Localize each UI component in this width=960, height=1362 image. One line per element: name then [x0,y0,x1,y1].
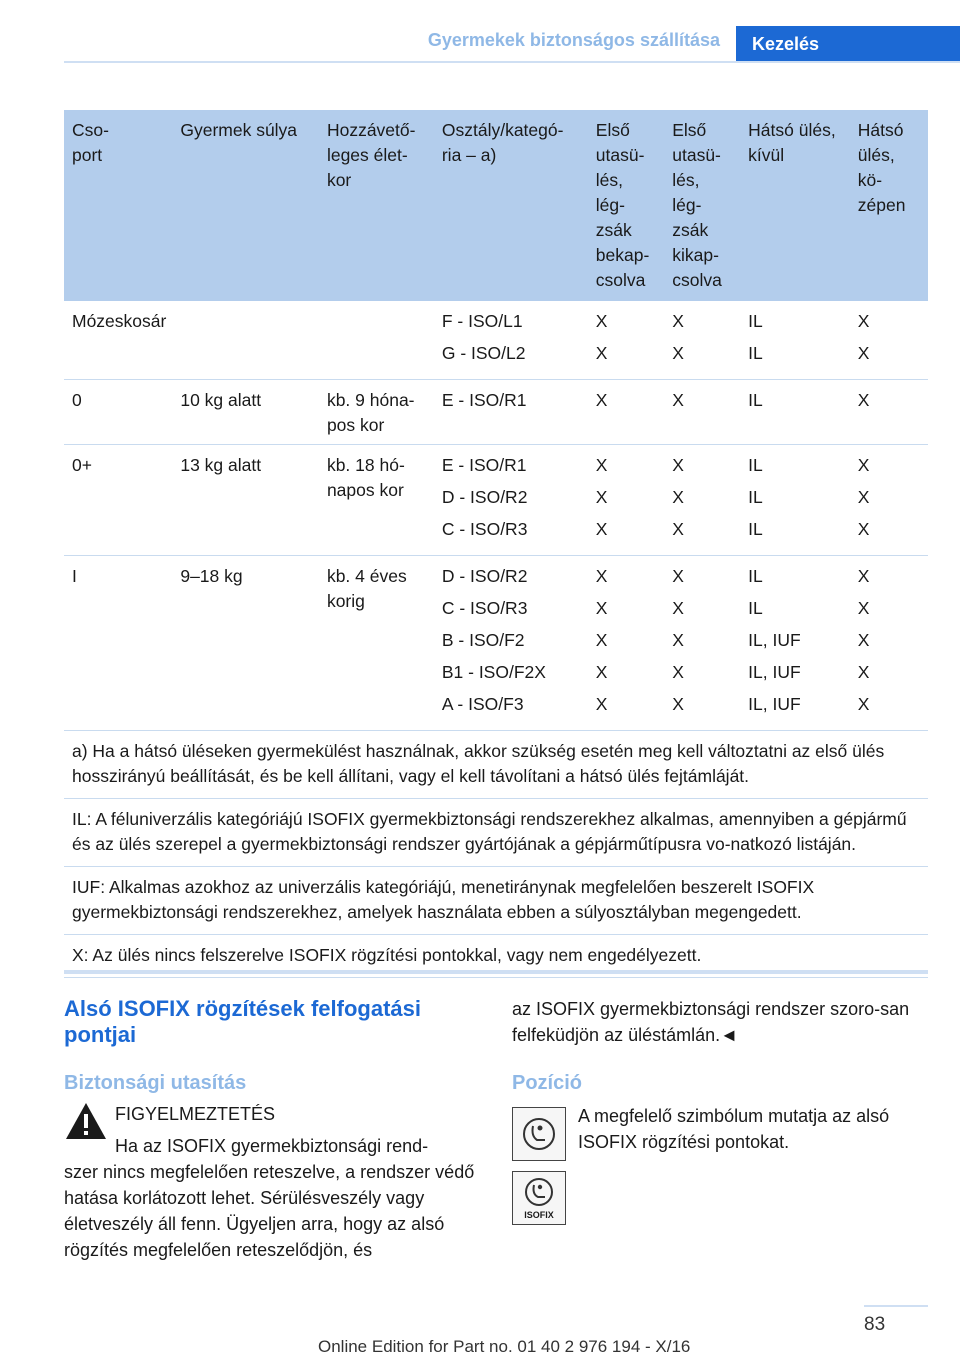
cell-value: X [672,630,684,650]
table-note: IL: A féluniverzális kategóriájú ISOFIX gyermekbiztonsági rendszerekhez alkalmas, amennyiben a gépjármű és az ülés szerepel a gyermekbiztonsági rendszer gyártójának a gépjárműtípusra vo-natkozó listáján. [64,799,928,867]
page-number: 83 [864,1314,886,1335]
cell-value: X [857,390,870,410]
table-row [64,556,928,731]
table-cell-age [319,301,434,380]
table-cell-rear-out [740,556,850,731]
table-cell-rear-mid [850,301,928,380]
cell-value: X [857,343,870,363]
position-subheading: Pozíció [512,1072,583,1094]
table-cell-classes [434,301,588,380]
cell-value: E - ISO/R1 [441,455,527,475]
table-cell-weight: 13 kg alatt [172,445,319,556]
cell-value: X [595,519,608,539]
cell-value: E - ISO/R1 [441,390,527,410]
table-cell-rear-mid [850,445,928,556]
cell-value: X [857,630,870,650]
table-cell-group: 0+ [64,445,172,556]
cell-value: IL [748,519,763,539]
table-note-row [64,799,928,867]
table-note-row [64,867,928,935]
cell-value: IL, IUF [748,694,801,714]
table-cell-rear-out [740,301,850,380]
cell-value: X [595,390,608,410]
position-text: A megfelelő szimbólum mutatja az alsó ISOFIX rögzítési pontokat. [578,1106,890,1152]
table-cell-front-off [664,380,740,445]
table-cell-weight: 9–18 kg [172,556,319,731]
table-cell-rear-out [740,380,850,445]
cell-value: C - ISO/R3 [441,519,528,539]
cell-value: X [595,694,608,714]
table-cell-front-on [588,445,664,556]
cell-value: D - ISO/R2 [441,566,528,586]
table-cell-front-on [588,556,664,731]
cell-value: IL, IUF [748,630,801,650]
cell-value: IL, IUF [748,662,801,682]
cell-value: X [857,487,870,507]
cell-value: X [672,598,684,618]
table-cell-rear-mid [850,556,928,731]
table-header-cell: Hátsó ülés, kö- zépen [850,110,928,301]
cell-value: IL [748,566,763,586]
warning-text: szer nincs megfelelően reteszelve, a rendszer védő hatása korlátozott lehet. Sérülésveszély vagy életveszély áll fenn. Ügyeljen arra, hogy az alsó rögzítés megfelelően reteszelődjön, és [64,1162,475,1260]
table-cell-weight: 10 kg alatt [172,380,319,445]
cell-value: D - ISO/R2 [441,487,528,507]
footer-rule [864,1305,928,1307]
table-cell-age: kb. 18 hó- napos kor [319,445,434,556]
cell-value: X [672,311,684,331]
cell-value: X [857,566,870,586]
table-cell-weight [172,301,319,380]
cell-value: X [672,566,684,586]
table-row [64,301,928,380]
table-note: X: Az ülés nincs felszerelve ISOFIX rögzítési pontokkal, vagy nem engedélyezett. [64,935,928,978]
warning-first-line: Ha az ISOFIX gyermekbiztonsági rend- [115,1136,429,1156]
table-cell-classes [434,445,588,556]
table-cell-front-on [588,380,664,445]
table-cell-rear-mid [850,380,928,445]
table-cell-front-off [664,445,740,556]
page-header [0,26,960,62]
warning-title: FIGYELMEZTETÉS [115,1104,276,1124]
cell-value: B1 - ISO/F2X [441,662,546,682]
warning-block [64,1101,476,1263]
table-note-row [64,731,928,799]
table-note: a) Ha a hátsó üléseken gyermekülést használnak, akkor szükség esetén meg kell változtatni az első ülés hosszirányú beállítását, és be kell állítani, vagy el kell távolítani a hátsó ülés fejtámláját. [64,731,928,799]
table-cell-group: I [64,556,172,731]
cell-value: X [595,343,608,363]
table-header-cell: Cso- port [64,110,172,301]
warning-continuation: az ISOFIX gyermekbiztonsági rendszer szoro-san felfeküdjön az üléstámlán.◄ [512,999,910,1045]
table-header-cell: Hozzávető- leges élet- kor [319,110,434,301]
cell-value: F - ISO/L1 [441,311,523,331]
cell-value: X [857,598,870,618]
header-rule [64,61,960,63]
table-header-cell: Hátsó ülés, kívül [740,110,850,301]
cell-value: A - ISO/F3 [441,694,524,714]
table-cell-classes [434,556,588,731]
table-cell-front-on [588,301,664,380]
cell-value: X [857,662,870,682]
cell-value: B - ISO/F2 [441,630,525,650]
cell-value: X [595,662,608,682]
cell-value: IL [748,487,763,507]
cell-value: X [672,390,684,410]
isofix-seat-icon [512,1107,566,1161]
table-cell-group: 0 [64,380,172,445]
cell-value: X [595,311,608,331]
table-cell-age: kb. 4 éves korig [319,556,434,731]
cell-value: X [857,519,870,539]
table-cell-front-off [664,301,740,380]
isofix-label-icon [512,1171,566,1225]
cell-value: IL [748,598,763,618]
table-header-cell: Osztály/kategó- ria – a) [434,110,588,301]
table-header-cell: Gyermek súlya [172,110,319,301]
cell-value: G - ISO/L2 [441,343,526,363]
cell-value: X [672,455,684,475]
table-row [64,380,928,445]
section-heading: Alsó ISOFIX rögzítések felfogatási pontjai [64,996,421,1047]
cell-value: X [672,519,684,539]
cell-value: X [595,566,608,586]
cell-value: X [672,694,684,714]
safety-subheading: Biztonsági utasítás [64,1072,247,1094]
cell-value: X [857,694,870,714]
cell-value: X [595,598,608,618]
section-title: Gyermekek biztonságos szállítása [427,30,720,50]
table-header-cell: Első utasü- lés, lég- zsák kikap- csolva [664,110,740,301]
edition-text: Online Edition for Part no. 01 40 2 976 194 - X/16 [318,1337,691,1356]
table-bottom-rule [64,970,928,974]
table-cell-age: kb. 9 hóna- pos kor [319,380,434,445]
table-cell-group: Mózeskosár [64,301,172,380]
table-header-cell: Első utasü- lés, lég- zsák bekap- csolva [588,110,664,301]
cell-value: X [595,455,608,475]
table-header-row [64,110,928,301]
table-cell-classes [434,380,588,445]
cell-value: IL [748,311,763,331]
cell-value: X [857,311,870,331]
chapter-tab: Kezelés [736,26,960,62]
cell-value: X [672,487,684,507]
cell-value: X [595,630,608,650]
cell-value: IL [748,455,763,475]
warning-triangle-icon [64,1101,108,1141]
table-note: IUF: Alkalmas azokhoz az univerzális kategóriájú, menetiránynak megfelelően beszerelt ISOFIX gyermekbiztonsági rendszerekhez, amelyek használata ebben a súlyosztályban megengedett. [64,867,928,935]
table-cell-rear-out [740,445,850,556]
isofix-table [64,110,928,978]
table-cell-front-off [664,556,740,731]
cell-value: X [857,455,870,475]
position-block [512,1103,924,1233]
left-column [64,996,476,1263]
cell-value: C - ISO/R3 [441,598,528,618]
table-row [64,445,928,556]
right-column [512,996,924,1233]
cell-value: X [672,662,684,682]
cell-value: X [595,487,608,507]
cell-value: X [672,343,684,363]
cell-value: IL [748,390,763,410]
isofix-icon-label: ISOFIX [524,1210,554,1220]
cell-value: IL [748,343,763,363]
